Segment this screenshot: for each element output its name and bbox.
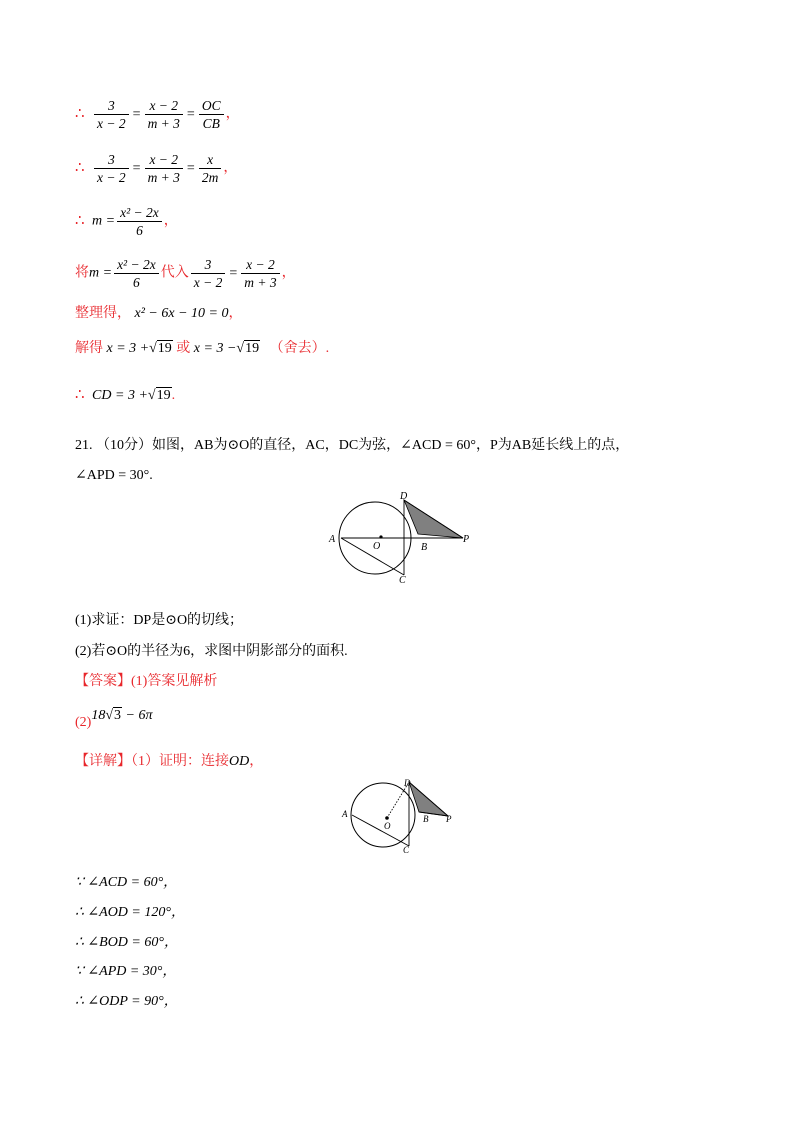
- step-line: ∴ ∠AOD = 120°，: [75, 905, 185, 920]
- detail-line: 【详解】（1）证明：连接OD，: [75, 754, 264, 769]
- answer-line-1: 【答案】(1)答案见解析: [75, 674, 218, 689]
- geometry-figure-2: [340, 776, 460, 856]
- label-o: O: [384, 821, 391, 831]
- sqrt: √19: [236, 341, 260, 356]
- label-o: O: [373, 541, 381, 552]
- chord-ac: [352, 815, 409, 846]
- label-a: A: [329, 534, 336, 545]
- problem-statement-line-1: 21. （10分）如图，AB为⊙O的直径，AC，DC为弦，∠ACD = 60°，P为AB延长线上的点，: [75, 438, 630, 453]
- question-1: (1)求证：DP是⊙O的切线；: [75, 613, 244, 628]
- fraction: $\frac{\text{x² − 2x}}{6}$: [114, 256, 159, 291]
- label-p: P: [446, 814, 452, 824]
- label-c: C: [403, 845, 410, 855]
- fraction: $\frac{3}{x - 2}$: [191, 256, 226, 291]
- proof-line-2: ∴ $\frac{3}{x - 2}$ = $\frac{x - 2}{m + 3}$ = $\frac{x}{2m}$ ，: [75, 152, 238, 185]
- label-b: B: [423, 814, 429, 824]
- fraction: $\frac{x - 2}{m + 3}$: [145, 151, 183, 186]
- label-b: B: [421, 542, 428, 553]
- step-line: ∵ ∠ACD = 60°，: [75, 875, 178, 890]
- answer-label: 【答案】: [75, 674, 131, 689]
- step-line: ∴ ∠ODP = 90°，: [75, 994, 178, 1009]
- fraction: $\frac{\text{x² − 2x}}{6}$: [117, 204, 162, 239]
- sqrt: √19: [147, 388, 171, 403]
- center-point: [385, 816, 389, 820]
- sqrt: √19: [149, 341, 172, 356]
- detail-label: 【详解】: [75, 754, 131, 769]
- label-d: D: [400, 491, 408, 502]
- label-c: C: [399, 575, 406, 586]
- proof-line-4: 将m = $\frac{\text{x² − 2x}}{6}$ 代入 $\frac{3}{x - 2}$ = $\frac{x - 2}{m + 3}$ ，: [75, 257, 296, 290]
- fraction: $\frac{x - 2}{m + 3}$: [145, 97, 183, 132]
- label-a: A: [342, 809, 348, 819]
- proof-line-6: 解得 x = 3 +√19 或 x = 3 −√19 （舍去）.: [75, 341, 330, 356]
- circle-o: [351, 783, 415, 847]
- step-line: ∴ ∠BOD = 60°，: [75, 935, 178, 950]
- geometry-figure-1: [325, 488, 475, 588]
- answer-line-2: (2)18√3 − 6π: [75, 708, 153, 730]
- therefore-symbol: ∴: [75, 212, 85, 229]
- fraction: $\frac{x - 2}{m + 3}$: [241, 256, 279, 291]
- proof-line-7: ∴ CD = 3 +√19.: [75, 387, 176, 403]
- fraction: $\frac{OC}{CB}$: [199, 97, 224, 132]
- therefore-symbol: ∴: [75, 159, 85, 176]
- problem-statement-line-2: ∠APD = 30°.: [75, 468, 153, 483]
- therefore-symbol: ∴: [75, 387, 85, 403]
- fraction: $\frac{3}{x - 2}$: [94, 97, 129, 132]
- answer-value: 18√3 − 6π: [91, 708, 153, 723]
- proof-line-1: ∴ $\frac{3}{x - 2}$ = $\frac{x - 2}{m + 3}$ = $\frac{OC}{CB}$ ，: [75, 98, 240, 131]
- center-point: [379, 535, 382, 538]
- fraction: $\frac{3}{x - 2}$: [94, 151, 129, 186]
- proof-line-5: 整理得， x² − 6x − 10 = 0，: [75, 306, 243, 321]
- proof-line-3: ∴ m = $\frac{\text{x² − 2x}}{6}$ ，: [75, 205, 178, 238]
- fraction: $\frac{x}{2m}$: [199, 151, 222, 186]
- question-2: (2)若⊙O的半径为6，求图中阴影部分的面积.: [75, 644, 348, 659]
- therefore-symbol: ∴: [75, 105, 85, 122]
- step-line: ∵ ∠APD = 30°，: [75, 964, 177, 979]
- label-d: D: [404, 778, 411, 788]
- label-p: P: [463, 534, 470, 545]
